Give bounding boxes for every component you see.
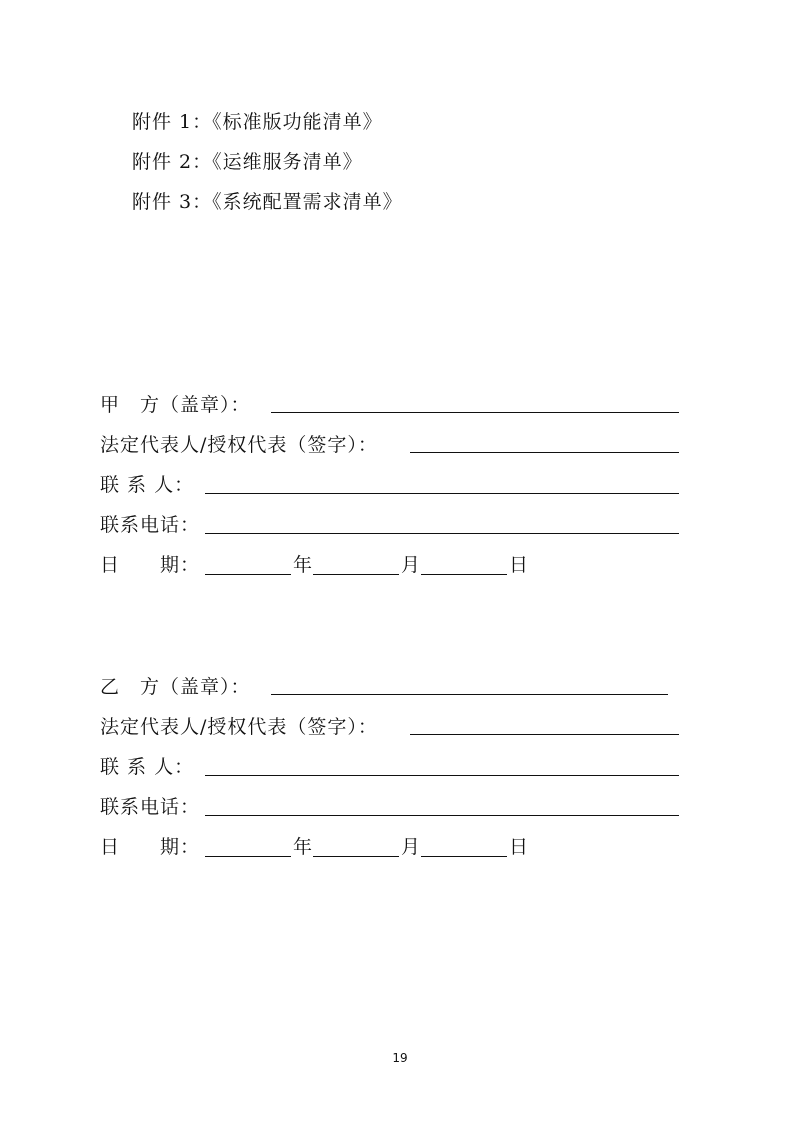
party-a-year-line[interactable]: [205, 574, 291, 575]
party-b-title: 乙 方（盖章）：: [100, 676, 251, 698]
party-b-date-label: 日 期：: [100, 836, 201, 858]
party-b-year-label: 年: [293, 836, 314, 858]
party-a-rep-line[interactable]: [410, 452, 679, 453]
party-b-day-label: 日: [509, 836, 530, 858]
party-a-date-label: 日 期：: [100, 554, 201, 576]
party-b-year-line[interactable]: [205, 856, 291, 857]
party-a-day-label: 日: [509, 554, 530, 576]
attachment-2: 附件 2：《运维服务清单》: [132, 151, 363, 173]
party-a-title: 甲 方（盖章）：: [100, 394, 251, 416]
attachment-1: 附件 1：《标准版功能清单》: [132, 111, 383, 133]
party-b-phone-label: 联系电话：: [100, 796, 201, 818]
party-a-phone-line[interactable]: [205, 533, 679, 534]
party-b-phone-line[interactable]: [205, 815, 679, 816]
party-a-month-label: 月: [401, 554, 422, 576]
party-a-year-label: 年: [293, 554, 314, 576]
party-b-month-label: 月: [401, 836, 422, 858]
party-a-contact-label: 联 系 人：: [100, 474, 195, 496]
party-b-rep-label: 法定代表人/授权代表（签字）：: [100, 716, 378, 738]
party-b-contact-label: 联 系 人：: [100, 756, 195, 778]
party-a-day-line[interactable]: [421, 574, 507, 575]
party-b-day-line[interactable]: [421, 856, 507, 857]
party-b-rep-line[interactable]: [410, 734, 679, 735]
party-a-month-line[interactable]: [313, 574, 399, 575]
party-b-seal-line[interactable]: [271, 694, 668, 695]
party-a-phone-label: 联系电话：: [100, 514, 201, 536]
party-b-contact-line[interactable]: [205, 775, 679, 776]
party-a-rep-label: 法定代表人/授权代表（签字）：: [100, 434, 378, 456]
party-b-month-line[interactable]: [313, 856, 399, 857]
party-a-seal-line[interactable]: [271, 412, 679, 413]
page-number: 19: [392, 1051, 408, 1065]
attachment-3: 附件 3：《系统配置需求清单》: [132, 191, 403, 213]
party-a-contact-line[interactable]: [205, 493, 679, 494]
